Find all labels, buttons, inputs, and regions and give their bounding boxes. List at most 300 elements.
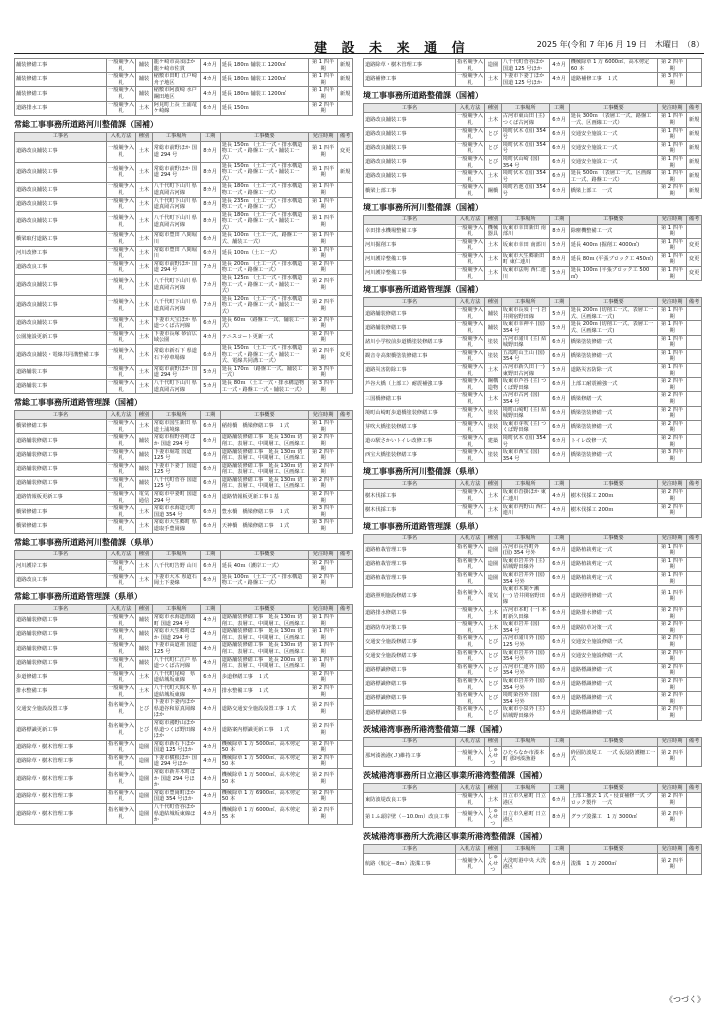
location: 坂東市西宝 (国) 354 号 bbox=[501, 449, 549, 463]
work-type: 塗装 bbox=[485, 335, 502, 349]
header-summary: 工事概要 bbox=[220, 411, 308, 420]
header-method: 入札方法 bbox=[455, 784, 484, 793]
project-table bbox=[14, 410, 353, 534]
period: 5カ月 bbox=[549, 307, 569, 321]
table-row bbox=[364, 793, 702, 807]
summary: 延長 125ｍ （土工一式・排水構造物工一式・路盤工一式・舗装工一式） bbox=[220, 275, 308, 296]
header-period: 工期 bbox=[549, 480, 569, 489]
period: 5カ月 bbox=[549, 238, 569, 252]
project-name: 橋梁上部工事 bbox=[364, 184, 456, 198]
project-table bbox=[14, 132, 353, 394]
summary: 延長 60ｍ （路盤工一式、舗装工一式） bbox=[220, 316, 308, 330]
work-type: 造園 bbox=[485, 572, 502, 586]
remarks bbox=[338, 719, 353, 740]
header-period: 工期 bbox=[549, 298, 569, 307]
order-timing: 第 3 四半期 bbox=[657, 449, 686, 463]
period: 4カ月 bbox=[200, 754, 220, 768]
table-row bbox=[15, 656, 353, 670]
period: 5カ月 bbox=[549, 267, 569, 281]
remarks bbox=[338, 491, 353, 505]
remarks bbox=[338, 699, 353, 720]
remarks bbox=[338, 656, 353, 670]
summary: 道路案内標識更新工事 １式 bbox=[220, 719, 308, 740]
location: 八千代町大間木 県道結城坂東線 bbox=[152, 684, 200, 698]
project-table bbox=[363, 783, 702, 828]
bid-method: 一般競争入札 bbox=[457, 155, 484, 169]
project-name: 舗装修繕工事 bbox=[15, 87, 107, 101]
header-timing: 発注時期 bbox=[657, 298, 686, 307]
bid-method: 一般競争入札 bbox=[457, 267, 484, 280]
remarks bbox=[338, 740, 353, 754]
header-note: 備考 bbox=[338, 411, 353, 420]
bid-method: 一般競争入札 bbox=[108, 73, 135, 86]
location: 坂東市芽吹 (主) つくば野田線 bbox=[501, 420, 549, 434]
table-row bbox=[364, 364, 702, 378]
period: 6カ月 bbox=[200, 670, 220, 684]
period: 8カ月 bbox=[200, 211, 220, 232]
summary: 道路舗装修繕工事 延長 130ｍ 切削工、表層工、中間層工、区画線工 bbox=[220, 462, 308, 476]
bid-method: 一般競争入札 bbox=[457, 420, 484, 434]
header-name: 工事名 bbox=[364, 737, 456, 746]
header-period: 工期 bbox=[549, 784, 569, 793]
header-note: 備考 bbox=[687, 104, 702, 113]
summary: 橋梁塗装修繕一式 bbox=[569, 335, 657, 349]
table-row bbox=[364, 321, 702, 335]
summary: 橋梁修繕一式 bbox=[569, 392, 657, 406]
location: 常総市水海道元町 国道 354 号 bbox=[152, 505, 200, 519]
project-name: 道路災害防除工事 bbox=[364, 364, 456, 378]
work-type: しゅんせつ bbox=[485, 854, 502, 875]
remarks bbox=[338, 684, 353, 698]
work-type: 土木 bbox=[485, 267, 502, 281]
project-name: 芽吹大橋塗装修繕工事 bbox=[364, 420, 456, 434]
table-row bbox=[364, 59, 702, 73]
work-type: 造園 bbox=[485, 543, 502, 557]
summary: 延長 235ｍ （土工一式・排水構造物工一式・路盤工一式） bbox=[220, 197, 308, 211]
summary: 延長 200ｍ （土工一式・排水構造物工一式・路盤工一式） bbox=[220, 260, 308, 274]
section-title: 常総工事事務所道路河川整備課（国補） bbox=[14, 119, 158, 129]
summary: 樹木伐採工 200ｍ bbox=[569, 489, 657, 503]
period: 4カ月 bbox=[200, 789, 220, 803]
work-type: 土木 bbox=[136, 316, 153, 330]
remarks bbox=[338, 628, 353, 642]
header-timing: 発注時期 bbox=[308, 605, 337, 614]
table-row bbox=[15, 684, 353, 698]
remarks bbox=[687, 73, 702, 87]
table-row bbox=[15, 141, 353, 162]
table-row bbox=[364, 224, 702, 238]
period: 4カ月 bbox=[200, 769, 220, 790]
header-method: 入札方法 bbox=[455, 534, 484, 543]
bid-method: 一般競争入札 bbox=[457, 321, 484, 335]
header-type: 種別 bbox=[136, 550, 153, 559]
project-table bbox=[363, 479, 702, 517]
location: 境町伏木 (国) 354 号 bbox=[501, 434, 549, 448]
project-name: 道路舗装修繕工事 bbox=[15, 462, 107, 476]
header-period: 工期 bbox=[200, 411, 220, 420]
period: 8カ月 bbox=[549, 252, 569, 266]
project-name: 交通安全施設修繕工事 bbox=[364, 649, 456, 663]
remarks bbox=[338, 559, 353, 573]
summary: 排水整備工事 １式 bbox=[220, 684, 308, 698]
location: 常総市新石下 県道石下停車場線 bbox=[152, 344, 200, 365]
header-timing: 発注時期 bbox=[657, 845, 686, 854]
order-timing: 第 2 四半期 bbox=[308, 670, 337, 684]
project-table bbox=[14, 550, 353, 588]
project-table bbox=[363, 103, 702, 198]
order-timing: 第 2 四半期 bbox=[308, 476, 337, 490]
table-row bbox=[364, 746, 702, 767]
bid-method: 一般競争入札 bbox=[457, 141, 484, 155]
bid-method: 一般競争入札 bbox=[457, 364, 484, 377]
work-type: 土木 bbox=[136, 162, 153, 183]
project-name: 道路改良舗装工事 bbox=[364, 155, 456, 169]
table-row bbox=[364, 572, 702, 586]
location: 五霞町山王山 (国) 354 号 bbox=[501, 349, 549, 363]
work-type: 土木 bbox=[136, 505, 153, 519]
table-row bbox=[15, 448, 353, 462]
location: 八千代町菅谷 国道 125 号 bbox=[152, 476, 200, 490]
remarks: 新規 bbox=[338, 59, 353, 73]
table-row bbox=[364, 184, 702, 198]
header-place: 工事場所 bbox=[501, 845, 549, 854]
location: 下妻市堀篭 国道 125 号 bbox=[152, 448, 200, 462]
table-header-row bbox=[15, 550, 353, 559]
order-timing: 第 2 四半期 bbox=[657, 649, 686, 663]
remarks bbox=[338, 434, 353, 448]
bid-method: 指名競争入札 bbox=[457, 663, 484, 677]
summary: 稲荷橋 橋梁修繕工事 １式 bbox=[220, 420, 308, 434]
remarks: 変更 bbox=[338, 344, 353, 365]
location: 八千代町下山川 県道真岡古河線 bbox=[152, 211, 200, 232]
work-type: 舗装 bbox=[136, 656, 153, 670]
project-name: 道路舗装修繕工事 bbox=[15, 448, 107, 462]
summary: 延長 150ｍ （土工一式・排水構造物工一式・路盤工一式・舗装工一式） bbox=[220, 162, 308, 183]
bid-method: 指名競争入札 bbox=[108, 740, 135, 754]
period: 6カ月 bbox=[549, 572, 569, 586]
table-row bbox=[364, 127, 702, 141]
work-type: 舗装 bbox=[136, 87, 153, 101]
remarks bbox=[338, 448, 353, 462]
order-timing: 第 1 四半期 bbox=[308, 614, 337, 628]
table-row bbox=[15, 365, 353, 379]
bid-method: 一般競争入札 bbox=[108, 519, 135, 533]
order-timing: 第 2 四半期 bbox=[308, 769, 337, 790]
order-timing: 第 2 四半期 bbox=[308, 260, 337, 274]
order-timing: 第 2 四半期 bbox=[308, 719, 337, 740]
period: 4カ月 bbox=[200, 628, 220, 642]
location: 常総市前野ほか 国道 294 号 bbox=[152, 162, 200, 183]
table-row bbox=[364, 267, 702, 281]
location: 常総市相野谷町ほか 国道 294 号 bbox=[152, 434, 200, 448]
location: 坂東市幸田新田 南部川 bbox=[501, 224, 549, 238]
header-type: 種別 bbox=[485, 534, 502, 543]
table-row bbox=[364, 170, 702, 184]
table-row bbox=[15, 73, 353, 87]
work-type: 土木 bbox=[485, 793, 502, 807]
summary: 延長 80ｍ （土工一式・排水構造物工一式・路盤工一式・舗装工一式） bbox=[220, 379, 308, 393]
order-timing: 第 2 四半期 bbox=[657, 378, 686, 392]
order-timing: 第 2 四半期 bbox=[308, 330, 337, 344]
order-timing: 第 2 四半期 bbox=[308, 740, 337, 754]
order-timing: 第 3 四半期 bbox=[308, 379, 337, 393]
location: 下妻市下妻丙ほか 県道谷和原真岡線ほか bbox=[152, 699, 200, 720]
location: 八千代町菅谷ほか 県道結城坂東線ほか bbox=[152, 804, 200, 825]
period: 4カ月 bbox=[200, 614, 220, 628]
section-title: 境工事事務所河川整備課（県単） bbox=[363, 467, 483, 477]
project-name: 道路改良舗装工事 bbox=[15, 316, 107, 330]
bid-method: 一般競争入札 bbox=[108, 684, 135, 698]
table-row bbox=[364, 489, 702, 503]
location: 坂東市大生郷新田町 東仁連川 bbox=[501, 252, 549, 266]
location: 古河市本町 (一) 本町新久田線 bbox=[501, 607, 549, 621]
table-row bbox=[15, 505, 353, 519]
bid-method: 一般競争入札 bbox=[108, 573, 135, 587]
period: 6カ月 bbox=[549, 434, 569, 448]
bid-method: 一般競争入札 bbox=[455, 746, 484, 767]
period: 5カ月 bbox=[200, 365, 220, 379]
project-name: 橋梁修繕工事 bbox=[15, 519, 107, 533]
header-timing: 発注時期 bbox=[308, 550, 337, 559]
period: 6カ月 bbox=[549, 392, 569, 406]
project-name: 道路改良舗装工事 bbox=[364, 170, 456, 184]
header-summary: 工事概要 bbox=[569, 784, 657, 793]
section-title: 境工事事務所道路管理課（国補） bbox=[363, 285, 483, 295]
period: 4カ月 bbox=[200, 330, 220, 344]
project-name: 舗装修繕工事 bbox=[15, 73, 107, 87]
header-note: 備考 bbox=[687, 534, 702, 543]
order-timing: 第 2 四半期 bbox=[657, 854, 686, 875]
table-row bbox=[15, 101, 353, 115]
work-type: 建築 bbox=[485, 434, 502, 448]
project-name: 歩道修繕工事 bbox=[15, 670, 107, 684]
location: 稲敷市阿波崎 水戸鋼田地区 bbox=[152, 87, 200, 101]
remarks bbox=[687, 746, 702, 767]
period: 6カ月 bbox=[200, 519, 220, 533]
work-type: 造園 bbox=[485, 557, 502, 571]
project-table bbox=[363, 215, 702, 282]
period: 6カ月 bbox=[549, 793, 569, 807]
order-timing: 第 2 四半期 bbox=[657, 184, 686, 198]
table-row bbox=[15, 87, 353, 101]
table-row bbox=[364, 449, 702, 463]
order-timing: 第 2 四半期 bbox=[308, 754, 337, 768]
header-name: 工事名 bbox=[15, 550, 107, 559]
table-row bbox=[15, 719, 353, 740]
table-row bbox=[15, 754, 353, 768]
project-name: 道路除草・樹木管理工事 bbox=[15, 804, 107, 825]
remarks bbox=[687, 543, 702, 557]
header-type: 種別 bbox=[485, 104, 502, 113]
work-type: 機械器具 bbox=[485, 224, 502, 238]
period: 5カ月 bbox=[200, 379, 220, 393]
table-row bbox=[15, 316, 353, 330]
header-method: 入札方法 bbox=[455, 480, 484, 489]
work-type: とび bbox=[485, 663, 502, 677]
header-type: 種別 bbox=[136, 132, 153, 141]
work-type: 土木 bbox=[136, 197, 153, 211]
bid-method: 一般競争入札 bbox=[457, 503, 484, 517]
remarks bbox=[687, 649, 702, 663]
table-header-row bbox=[15, 411, 353, 420]
summary: 道路防草対策一式 bbox=[569, 621, 657, 635]
bid-method: 一般競争入札 bbox=[108, 101, 135, 115]
location: 阿見町上長 土浦竜ケ崎線 bbox=[152, 101, 200, 115]
remarks: 新規 bbox=[687, 141, 702, 155]
work-type: 電気通信 bbox=[136, 491, 153, 505]
work-type: 土木 bbox=[136, 670, 153, 684]
table-row bbox=[364, 73, 702, 87]
remarks bbox=[687, 59, 702, 73]
header-name: 工事名 bbox=[15, 411, 107, 420]
location: 常総市前野ほか 国道 294 号 bbox=[152, 365, 200, 379]
summary: 延長 150ｍ （土工一式・排水構造物工一式・路盤工一式・舗装工一式） bbox=[220, 141, 308, 162]
project-name: 諸川小学校前歩道橋塗装修繕工事 bbox=[364, 335, 456, 349]
summary: 天神橋 橋梁修繕工事 １式 bbox=[220, 519, 308, 533]
table-row bbox=[15, 275, 353, 296]
project-name: 道路舗装修繕工事 bbox=[15, 642, 107, 656]
work-type: 土木 bbox=[485, 113, 502, 127]
work-type: 土木 bbox=[136, 365, 153, 379]
project-name: 道路改良舗装工事 bbox=[364, 127, 456, 141]
period: 6カ月 bbox=[549, 586, 569, 607]
summary: 上部工撤去 1 式・侵食補修一式 ブロック製作 一式 bbox=[569, 793, 657, 807]
work-type: 土木 bbox=[485, 238, 502, 252]
project-name: 三国橋修繕工事 bbox=[364, 392, 456, 406]
header-period: 工期 bbox=[549, 845, 569, 854]
project-name: 道路除草・樹木管理工事 bbox=[15, 789, 107, 803]
table-row bbox=[364, 586, 702, 607]
order-timing: 第 2 四半期 bbox=[657, 746, 686, 767]
header-type: 種別 bbox=[485, 737, 502, 746]
remarks bbox=[338, 769, 353, 790]
period: 7カ月 bbox=[200, 260, 220, 274]
header-summary: 工事概要 bbox=[569, 845, 657, 854]
project-name: 道路標識修繕工事 bbox=[364, 692, 456, 706]
work-type: 土木 bbox=[485, 607, 502, 621]
order-timing: 第 2 四半期 bbox=[657, 392, 686, 406]
bid-method: 一般競争入札 bbox=[108, 59, 135, 72]
table-row bbox=[364, 607, 702, 621]
summary: 機械除草 1 万 6000㎡、高木剪定 60 本 bbox=[569, 59, 657, 73]
period: 4カ月 bbox=[200, 719, 220, 740]
remarks bbox=[687, 321, 702, 335]
project-name: 道路標識更新工事 bbox=[15, 719, 107, 740]
project-name: 道路舗装修繕工事 bbox=[15, 614, 107, 628]
summary: 道路標識修繕一式 bbox=[569, 677, 657, 691]
summary: 延長 40ｍ（護岸工一式） bbox=[220, 559, 308, 573]
summary: 橋梁塗装修繕一式 bbox=[569, 349, 657, 363]
bid-method: 一般競争入札 bbox=[108, 614, 135, 627]
period: 6カ月 bbox=[549, 349, 569, 363]
bid-method: 一般競争入札 bbox=[457, 335, 484, 349]
remarks bbox=[687, 392, 702, 406]
summary: 道路排水修繕一式 bbox=[569, 607, 657, 621]
order-timing: 第 1 四半期 bbox=[657, 543, 686, 557]
work-type: 土木 bbox=[136, 559, 153, 573]
remarks bbox=[687, 807, 702, 828]
project-name: 交通安全施設修繕工事 bbox=[364, 635, 456, 649]
period: 6カ月 bbox=[549, 635, 569, 649]
project-name: 道路改良舗装工事 bbox=[15, 162, 107, 183]
project-name: 道路改良舗装工事 bbox=[364, 113, 456, 127]
project-name: 橋梁修繕工事 bbox=[15, 505, 107, 519]
header-note: 備考 bbox=[687, 215, 702, 224]
work-type: 土木 bbox=[485, 392, 502, 406]
section-title: 常総工事事務所道路河川整備課（県単） bbox=[14, 537, 158, 547]
bid-method: 一般競争入札 bbox=[108, 183, 135, 196]
remarks bbox=[687, 692, 702, 706]
work-type: 舗装 bbox=[485, 307, 502, 321]
period: 4カ月 bbox=[549, 59, 569, 73]
bid-method: 一般競争入札 bbox=[455, 854, 484, 875]
bid-method: 指名競争入札 bbox=[457, 543, 484, 557]
remarks: 新規 bbox=[687, 184, 702, 198]
summary: 道路舗装修繕工事 延長 130ｍ 切削工、表層工、中間層工、区画線工 bbox=[220, 614, 308, 628]
project-name: 幸田排水機場整備工事 bbox=[364, 224, 456, 238]
project-name: 道路植栽管理工事 bbox=[364, 557, 456, 571]
period: 6カ月 bbox=[549, 420, 569, 434]
period: 6カ月 bbox=[200, 559, 220, 573]
table-row bbox=[364, 649, 702, 663]
order-timing: 第 1 四半期 bbox=[657, 238, 686, 252]
remarks bbox=[338, 505, 353, 519]
order-timing: 第 1 四半期 bbox=[308, 420, 337, 434]
bid-method: 一般競争入札 bbox=[457, 224, 484, 238]
period: 6カ月 bbox=[549, 854, 569, 875]
header-period: 工期 bbox=[549, 737, 569, 746]
table-row bbox=[15, 804, 353, 825]
header-name: 工事名 bbox=[15, 132, 107, 141]
bid-method: 一般競争入札 bbox=[457, 449, 484, 462]
location: 古河市諸川 (主) 結城野田線 bbox=[501, 335, 549, 349]
bid-method: 一般競争入札 bbox=[108, 330, 135, 344]
summary: 機械除草 1 万 5000㎡、高木剪定 50 本 bbox=[220, 754, 308, 768]
summary: 延長 80ｍ (平張ブロック工 450㎡) bbox=[569, 252, 657, 266]
table-row bbox=[15, 699, 353, 720]
period: 6カ月 bbox=[200, 434, 220, 448]
project-name: 那珂湊漁港(Ｊ)維持工事 bbox=[364, 746, 456, 767]
table-row bbox=[15, 476, 353, 490]
project-name: 舗装修繕工事 bbox=[15, 59, 107, 73]
location: 坂東市幸神平 (国) 354 号 bbox=[501, 321, 549, 335]
project-name: 道の駅さかいトイレ改修工事 bbox=[364, 434, 456, 448]
summary: 樹木伐採工 200ｍ bbox=[569, 503, 657, 517]
project-name: 境町山崎町歩道橋塗装修繕工事 bbox=[364, 406, 456, 420]
work-type: 土木 bbox=[136, 420, 153, 434]
table-row bbox=[364, 663, 702, 677]
period: 6カ月 bbox=[549, 406, 569, 420]
table-header-row bbox=[364, 845, 702, 854]
location: 古河市諸川外 (国) 125 号外 bbox=[501, 635, 549, 649]
project-name: 第１ふ頭岸壁（－10.0ｍ）改良工事 bbox=[364, 807, 456, 828]
work-type: 舗装 bbox=[485, 321, 502, 335]
order-timing: 第 2 四半期 bbox=[308, 684, 337, 698]
period: 6カ月 bbox=[549, 170, 569, 184]
table-row bbox=[364, 420, 702, 434]
bid-method: 一般競争入札 bbox=[457, 184, 484, 197]
remarks bbox=[338, 462, 353, 476]
remarks bbox=[338, 295, 353, 316]
remarks bbox=[338, 183, 353, 197]
order-timing: 第 1 四半期 bbox=[308, 183, 337, 197]
bid-method: 一般競争入札 bbox=[457, 621, 484, 634]
summary: 道路舗装修繕工事 延長 130ｍ 切削工、表層工、中間層工、区画線工 bbox=[220, 448, 308, 462]
project-name: 道路標識修繕工事 bbox=[364, 677, 456, 691]
bid-method: 一般競争入札 bbox=[457, 252, 484, 266]
period: 4カ月 bbox=[200, 73, 220, 87]
period: 6カ月 bbox=[549, 649, 569, 663]
